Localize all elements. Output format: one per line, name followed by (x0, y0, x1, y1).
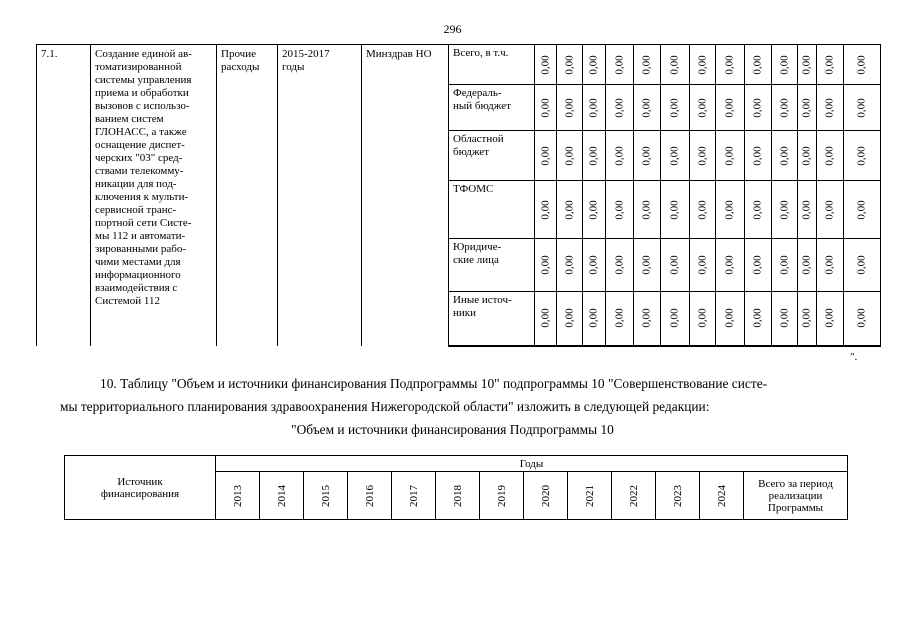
year-label: 2013 (231, 484, 244, 507)
amount-cell (772, 181, 798, 239)
amount-cell (661, 45, 690, 85)
amount-value: 0,00 (723, 308, 736, 328)
funding-source-label: Всего, в т.ч. (449, 45, 535, 85)
amount-value: 0,00 (823, 97, 836, 118)
years-header: Годы (216, 456, 848, 472)
amount-cell (535, 292, 557, 346)
funding-source-label: Иные источ- ники (449, 292, 535, 346)
amount-cell (634, 85, 661, 131)
amount-cell (661, 85, 690, 131)
amount-value: 0,00 (751, 97, 764, 118)
amount-value: 0,00 (668, 145, 681, 166)
year-header-cell (524, 472, 568, 520)
funding-source-label: Областной бюджет (449, 131, 535, 181)
amount-value: 0,00 (668, 54, 681, 75)
amount-value: 0,00 (855, 145, 868, 166)
amount-cell (817, 239, 844, 292)
amount-cell (798, 239, 817, 292)
funding-source-label: Федераль- ный бюджет (449, 85, 535, 131)
amount-value: 0,00 (855, 255, 868, 275)
amount-cell (661, 131, 690, 181)
amount-value: 0,00 (723, 97, 736, 118)
amount-cell (606, 239, 634, 292)
year-label: 2014 (275, 484, 288, 507)
amount-value: 0,00 (613, 54, 625, 75)
amount-value: 0,00 (587, 97, 600, 118)
amount-cell (690, 239, 716, 292)
amount-cell (745, 45, 772, 85)
amount-value: 0,00 (823, 255, 836, 275)
year-header-cell (348, 472, 392, 520)
amount-value: 0,00 (800, 97, 813, 118)
amount-cell (634, 131, 661, 181)
amount-cell (817, 45, 844, 85)
amount-value: 0,00 (823, 199, 836, 220)
amount-value: 0,00 (778, 308, 790, 328)
amount-cell (772, 131, 798, 181)
amount-value: 0,00 (778, 97, 790, 118)
amount-cell (745, 131, 772, 181)
amount-value: 0,00 (539, 54, 551, 75)
amount-value: 0,00 (723, 255, 736, 275)
amount-cell (535, 85, 557, 131)
amount-value: 0,00 (696, 97, 708, 118)
amount-cell (634, 45, 661, 85)
page-number: 296 (443, 22, 462, 36)
amount-cell (716, 85, 745, 131)
implementation-period: 2015-2017 годы (278, 45, 362, 346)
amount-value: 0,00 (640, 308, 653, 328)
amount-cell (557, 45, 583, 85)
amount-cell (716, 292, 745, 346)
table-subtitle: "Объем и источники финансирования Подпрограммы 10 (291, 422, 614, 437)
amount-cell (772, 292, 798, 346)
amount-value: 0,00 (613, 145, 625, 166)
year-header-cell (656, 472, 700, 520)
amount-value: 0,00 (587, 308, 600, 328)
amount-cell (606, 292, 634, 346)
amount-cell (817, 292, 844, 346)
amount-cell (583, 239, 606, 292)
amount-cell (557, 239, 583, 292)
amount-value: 0,00 (668, 255, 681, 275)
source-header-text: Источник финансирования (100, 475, 180, 500)
amount-cell (817, 181, 844, 239)
amount-cell (745, 239, 772, 292)
financing-table-7-1 (36, 44, 881, 347)
amount-value: 0,00 (696, 199, 708, 220)
amount-cell (583, 45, 606, 85)
amount-value: 0,00 (613, 199, 625, 220)
amount-cell (690, 131, 716, 181)
year-label: 2018 (451, 484, 464, 507)
amount-cell (817, 85, 844, 131)
year-header-cell (612, 472, 656, 520)
amount-cell (583, 181, 606, 239)
amount-cell (798, 181, 817, 239)
amount-cell (557, 292, 583, 346)
amount-value: 0,00 (563, 199, 575, 220)
amount-cell (844, 131, 881, 181)
amount-value: 0,00 (539, 199, 551, 220)
amount-cell (583, 292, 606, 346)
amount-value: 0,00 (723, 145, 736, 166)
amount-value: 0,00 (613, 308, 625, 328)
amount-cell (798, 292, 817, 346)
year-label: 2015 (319, 484, 332, 507)
year-header-cell (392, 472, 436, 520)
amount-value: 0,00 (539, 255, 551, 275)
amount-cell (661, 181, 690, 239)
amount-cell (606, 131, 634, 181)
year-header-cell (480, 472, 524, 520)
amount-value: 0,00 (723, 199, 736, 220)
paragraph-line-2: мы территориального планирования здравоохранения Нижегородской области" изложить в следующей редакции: (60, 399, 710, 414)
amount-value: 0,00 (640, 54, 653, 75)
amount-value: 0,00 (563, 308, 575, 328)
amount-value: 0,00 (668, 199, 681, 220)
amount-cell (606, 181, 634, 239)
amount-cell (772, 85, 798, 131)
year-header-cell (568, 472, 612, 520)
amount-value: 0,00 (539, 145, 551, 166)
amount-value: 0,00 (668, 97, 681, 118)
amount-cell (634, 239, 661, 292)
amount-value: 0,00 (751, 54, 764, 75)
amount-value: 0,00 (823, 308, 836, 328)
amount-value: 0,00 (587, 255, 600, 275)
amount-value: 0,00 (778, 255, 790, 275)
amount-value: 0,00 (640, 199, 653, 220)
measure-description: Создание единой ав- томатизированной системы управления приема и обработки вызовов с использо- ванием систем ГЛОНАСС, а также оснащение диспет- черских "03" сред- ствами телекомму- никации для под- ключения к мульти- сервисной транс- портной сети Систе- мы 112 и автомати- зированными рабо- чими местами для информационного взаимодействия с Системой 112 (91, 45, 217, 346)
amount-value: 0,00 (855, 97, 868, 118)
row-number: 7.1. (37, 45, 91, 346)
amount-value: 0,00 (539, 308, 551, 328)
amount-cell (844, 85, 881, 131)
amount-value: 0,00 (563, 145, 575, 166)
closing-quote: ". (850, 351, 858, 363)
amount-cell (798, 131, 817, 181)
year-header-cell (216, 472, 260, 520)
year-label: 2023 (671, 484, 684, 507)
amount-cell (606, 85, 634, 131)
amount-value: 0,00 (778, 199, 790, 220)
amount-cell (716, 181, 745, 239)
amount-value: 0,00 (587, 199, 600, 220)
amount-cell (535, 181, 557, 239)
amount-value: 0,00 (563, 54, 575, 75)
amount-cell (844, 292, 881, 346)
amount-value: 0,00 (800, 255, 813, 275)
year-label: 2022 (627, 484, 640, 507)
amount-cell (583, 131, 606, 181)
amount-value: 0,00 (696, 255, 708, 275)
amount-value: 0,00 (696, 145, 708, 166)
amount-value: 0,00 (751, 308, 764, 328)
amount-value: 0,00 (696, 54, 708, 75)
amount-value: 0,00 (800, 54, 813, 75)
year-label: 2024 (715, 484, 728, 507)
amount-value: 0,00 (640, 255, 653, 275)
amount-cell (772, 45, 798, 85)
amount-value: 0,00 (800, 145, 813, 166)
amount-value: 0,00 (855, 308, 868, 328)
amount-value: 0,00 (751, 199, 764, 220)
year-label: 2017 (407, 484, 420, 507)
amount-cell (535, 131, 557, 181)
amount-value: 0,00 (613, 255, 625, 275)
amount-value: 0,00 (778, 54, 790, 75)
amount-cell (745, 85, 772, 131)
amount-cell (583, 85, 606, 131)
funding-source-label: Юридиче- ские лица (449, 239, 535, 292)
amount-value: 0,00 (563, 255, 575, 275)
amount-cell (716, 131, 745, 181)
amount-value: 0,00 (823, 145, 836, 166)
amount-cell (661, 292, 690, 346)
amount-cell (690, 45, 716, 85)
amount-cell (661, 239, 690, 292)
expense-type: Прочие расходы (217, 45, 278, 346)
amount-cell (772, 239, 798, 292)
amount-value: 0,00 (800, 308, 813, 328)
year-header-cell (436, 472, 480, 520)
year-label: 2016 (363, 484, 376, 507)
amount-value: 0,00 (539, 97, 551, 118)
amount-cell (557, 85, 583, 131)
amount-value: 0,00 (668, 308, 681, 328)
executor: Минздрав НО (362, 45, 449, 346)
year-label: 2020 (539, 484, 552, 507)
amount-value: 0,00 (855, 199, 868, 220)
amount-value: 0,00 (640, 145, 653, 166)
amount-cell (745, 292, 772, 346)
amount-cell (817, 131, 844, 181)
amount-value: 0,00 (823, 54, 836, 75)
amount-cell (745, 181, 772, 239)
amount-cell (716, 239, 745, 292)
financing-table-body (37, 45, 881, 346)
amount-cell (634, 181, 661, 239)
amount-value: 0,00 (778, 145, 790, 166)
amount-value: 0,00 (696, 308, 708, 328)
amount-value: 0,00 (800, 199, 813, 220)
amount-value: 0,00 (587, 145, 600, 166)
amount-cell (844, 181, 881, 239)
year-header-cell (260, 472, 304, 520)
amount-value: 0,00 (855, 54, 868, 75)
subprogram-10-financing-table (64, 455, 848, 520)
total-period-header: Всего за период реализации Программы (744, 472, 848, 520)
amount-value: 0,00 (723, 54, 736, 75)
amount-cell (557, 131, 583, 181)
amount-cell (844, 45, 881, 85)
amount-cell (606, 45, 634, 85)
amount-value: 0,00 (751, 255, 764, 275)
amount-value: 0,00 (563, 97, 575, 118)
amount-cell (844, 239, 881, 292)
amount-cell (798, 85, 817, 131)
amount-cell (557, 181, 583, 239)
amount-cell (716, 45, 745, 85)
amount-value: 0,00 (751, 145, 764, 166)
paragraph-line-1: 10. Таблицу "Объем и источники финансирования Подпрограммы 10" подпрограммы 10 "Совершенствование систе- (100, 376, 768, 391)
year-label: 2019 (495, 484, 508, 507)
year-label: 2021 (583, 484, 596, 507)
amount-cell (798, 45, 817, 85)
amount-cell (690, 85, 716, 131)
amount-value: 0,00 (640, 97, 653, 118)
amount-cell (634, 292, 661, 346)
year-header-cell (304, 472, 348, 520)
amount-value: 0,00 (587, 54, 600, 75)
amount-value: 0,00 (613, 97, 625, 118)
amount-cell (690, 181, 716, 239)
amount-cell (535, 45, 557, 85)
year-header-cell (700, 472, 744, 520)
source-header (65, 456, 216, 520)
amount-cell (535, 239, 557, 292)
amount-cell (690, 292, 716, 346)
funding-source-label: ТФОМС (449, 181, 535, 239)
source-row (37, 45, 881, 85)
